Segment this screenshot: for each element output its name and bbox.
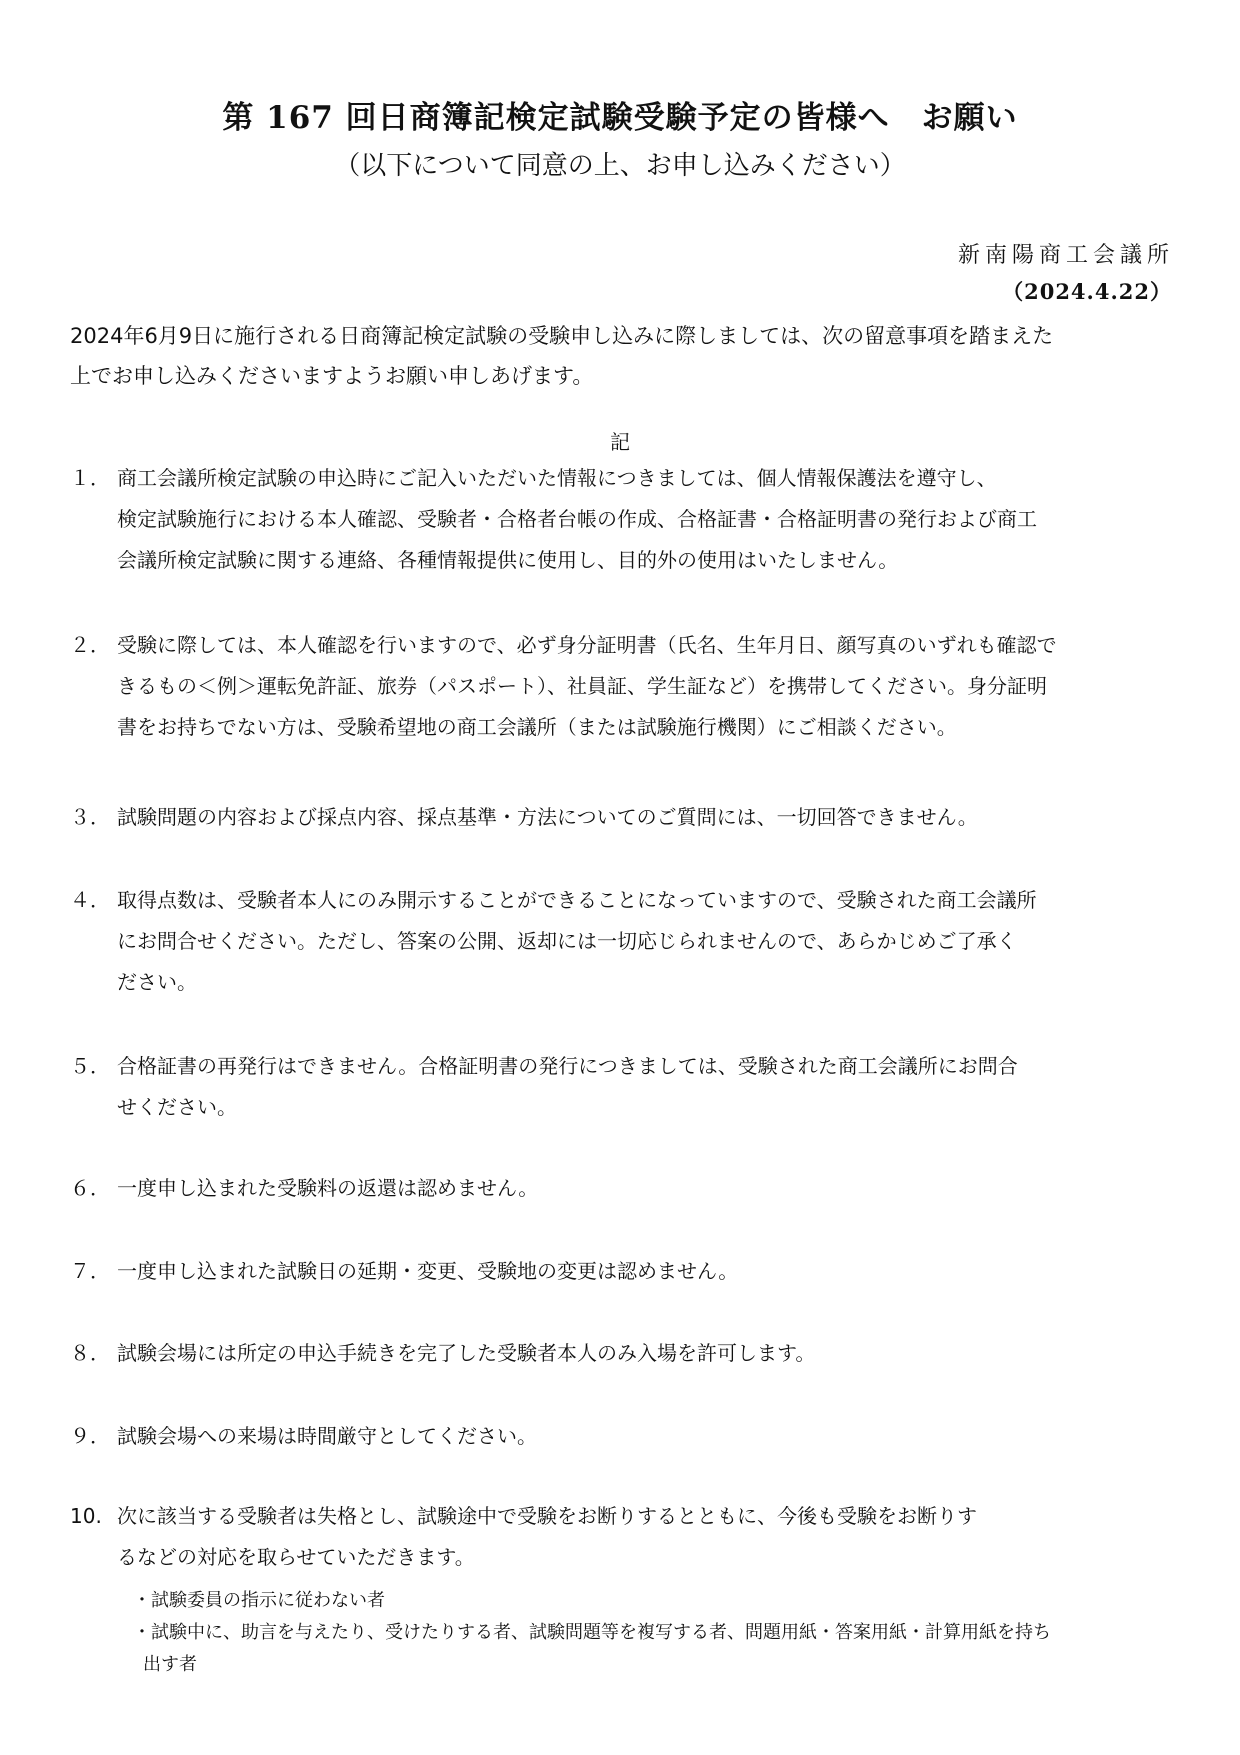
item-line: 試験会場には所定の申込手続きを完了した受験者本人のみ入場を許可します。 <box>117 1341 816 1365</box>
item-text <box>117 1251 1180 1292</box>
intro-line: 上でお申し込みくださいますようお願い申しあげます。 <box>70 364 594 388</box>
issue-date: （2024.4.22） <box>1002 279 1172 304</box>
issuer-organization: 新南陽商工会議所 <box>957 243 1174 268</box>
item-line: るなどの対応を取らせていただきます。 <box>117 1545 475 1569</box>
item-line: 書をお持ちでない方は、受験希望地の商工会議所（または試験施行機関）にご相談ください。 <box>117 715 957 739</box>
item-text <box>117 797 1180 838</box>
item-line: 受験に際しては、本人確認を行いますので、必ず身分証明書（氏名、生年月日、顔写真のいずれも確認で <box>117 633 1057 657</box>
item-text <box>117 880 1180 1003</box>
notice-item-1 <box>70 458 1180 581</box>
item-line: ださい。 <box>117 970 197 994</box>
notice-item-2 <box>70 625 1180 748</box>
notice-item-10 <box>70 1496 1180 1578</box>
item-line: 試験問題の内容および採点内容、採点基準・方法についてのご質問には、一切回答できません。 <box>117 805 978 829</box>
item-number: ３． <box>70 805 110 829</box>
item-line: 次に該当する受験者は失格とし、試験途中で受験をお断りするとともに、今後も受験をお断りす <box>117 1504 977 1528</box>
item-text <box>117 1046 1180 1128</box>
item-text <box>117 458 1180 581</box>
item-number: ８． <box>70 1341 110 1365</box>
item-line: 取得点数は、受験者本人にのみ開示することができることになっていますので、受験された商工会議所 <box>117 888 1037 912</box>
item-line: せください。 <box>117 1095 237 1119</box>
item-number: 10. <box>70 1504 102 1528</box>
notice-item-9 <box>70 1416 1180 1457</box>
item-line: 一度申し込まれた試験日の延期・変更、受験地の変更は認めません。 <box>117 1259 739 1283</box>
item-text <box>117 1168 1180 1209</box>
ki-heading: 記 <box>610 430 630 454</box>
item-line: 会議所検定試験に関する連絡、各種情報提供に使用し、目的外の使用はいたしません。 <box>117 548 899 572</box>
list-item: ・試験中に、助言を与えたり、受けたりする者、試験問題等を複写する者、問題用紙・答案用紙・計算用紙を持ち <box>133 1622 1051 1643</box>
notice-item-7 <box>70 1251 1180 1292</box>
item-text <box>117 1496 1180 1578</box>
item-number: ９． <box>70 1424 110 1448</box>
item-text <box>117 1416 1180 1457</box>
item-number: ４． <box>70 888 110 912</box>
item-number: ６． <box>70 1176 110 1200</box>
item-line: 合格証書の再発行はできません。合格証明書の発行につきましては、受験された商工会議所にお問合 <box>117 1054 1018 1078</box>
item-line: にお問合せください。ただし、答案の公開、返却には一切応じられませんので、あらかじめご了承く <box>117 929 1017 953</box>
notice-item-4 <box>70 880 1180 1003</box>
page-subtitle: （以下について同意の上、お申し込みください） <box>334 151 906 181</box>
list-item-continuation: 出す者 <box>143 1654 197 1675</box>
page-title: 第 167 回日商簿記検定試験受験予定の皆様へ お願い <box>222 100 1018 136</box>
intro-paragraph <box>70 316 1180 396</box>
intro-line: 2024年6月9日に施行される日商簿記検定試験の受験申し込みに際しましては、次の留意事項を踏まえた <box>70 324 1054 348</box>
item-line: きるもの＜例＞運転免許証、旅券（パスポート）、社員証、学生証など）を携帯してください。身分証明 <box>117 674 1047 698</box>
notice-item-5 <box>70 1046 1180 1128</box>
item-text <box>117 625 1180 748</box>
item-line: 商工会議所検定試験の申込時にご記入いただいた情報につきましては、個人情報保護法を遵守し、 <box>117 466 997 490</box>
item-line: 検定試験施行における本人確認、受験者・合格者台帳の作成、合格証書・合格証明書の発行および商工 <box>117 507 1037 531</box>
list-item: ・試験委員の指示に従わない者 <box>133 1590 385 1611</box>
item-number: ５． <box>70 1054 110 1078</box>
item-number: １． <box>70 466 110 490</box>
item-number: ２． <box>70 633 110 657</box>
disqualification-list <box>133 1585 1183 1681</box>
item-line: 一度申し込まれた受験料の返還は認めません。 <box>117 1176 539 1200</box>
notice-item-8 <box>70 1333 1180 1374</box>
item-text <box>117 1333 1180 1374</box>
notice-item-6 <box>70 1168 1180 1209</box>
item-line: 試験会場への来場は時間厳守としてください。 <box>117 1424 537 1448</box>
notice-item-3 <box>70 797 1180 838</box>
item-number: ７． <box>70 1259 110 1283</box>
